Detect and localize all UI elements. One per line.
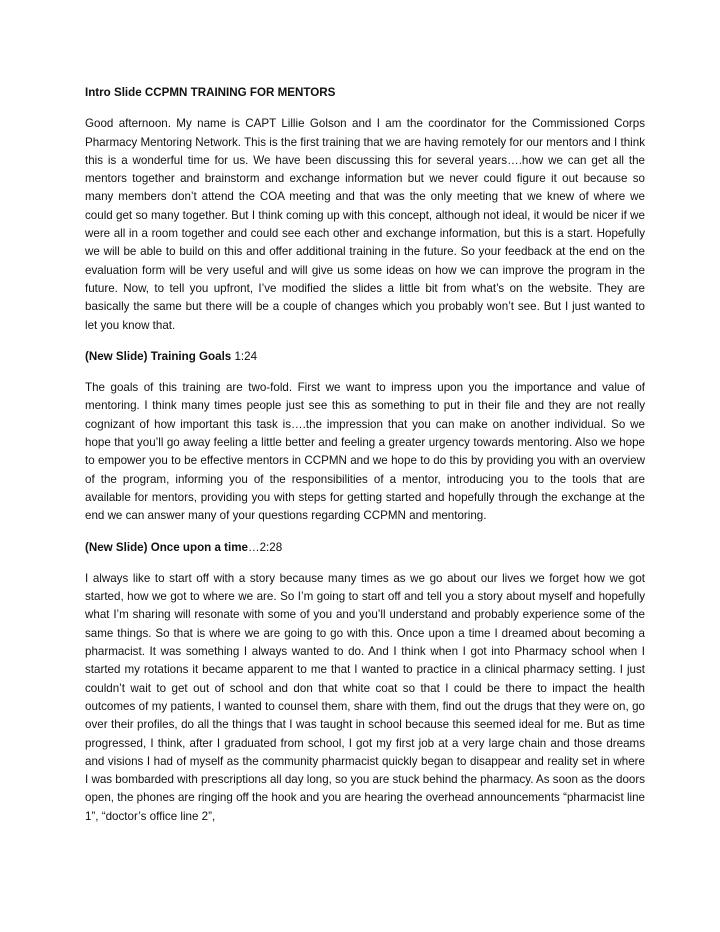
heading-title: (New Slide) Training Goals (85, 349, 232, 363)
heading-timestamp: …2:28 (247, 540, 283, 554)
heading-timestamp: 1:24 (231, 349, 258, 363)
section-heading-training-goals (85, 348, 645, 366)
section-body-once-upon-a-time: I always like to start off with a story because many times as we go about our lives we forget how we got started, how we got to where we are. So I’m going to start off and tell you a story about myself and hopefully what I’m sharing will resonate with some of you and you’ll understand and probably experience some of the same things. So that is where we are going to go with this. Once upon a time I dreamed about becoming a pharmacist. It was something I always wanted to do. And I think when I got into Pharmacy school when I started my rotations it became apparent to me that I wanted to practice in a clinical pharmacy setting. I just couldn’t wait to get out of school and don that white coat so that I could be there to impact the health outcomes of my patients, I wanted to counsel them, share with them, find out the drugs that they were on, go over their profiles, do all the things that I was taught in school because this seemed ideal for me. But as time progressed, I think, after I graduated from school, I got my first job at a very large chain and those dreams and visions I had of myself as the community pharmacist quickly began to disappear and reality set in where I was bombarded with prescriptions all day long, so you are stuck behind the pharmacy. As soon as the doors open, the phones are ringing off the hook and you are hearing the overhead announcements “pharmacist line 1”, “doctor’s office line 2”, (85, 571, 645, 823)
heading-title: Intro Slide CCPMN TRAINING FOR MENTORS (85, 86, 336, 99)
section-body-intro: Good afternoon. My name is CAPT Lillie Golson and I am the coordinator for the Commissioned Corps Pharmacy Mentoring Network. This is the first training that we are having remotely for our mentors and I think this is a wonderful time for us. We have been discussing this for several years….how we can get all the mentors together and brainstorm and exchange information but we never could figure it out because so many members don’t attend the COA meeting and that was the only meeting that we knew of where we could get so many together. But I think coming up with this concept, although not ideal, it would be nicer if we were all in a room together and could see each other and exchange information, but this is a start. Hopefully we will be able to build on this and offer additional training in the future. So your feedback at the end on the evaluation form will be very useful and will give us some ideas on how we can improve the program in the future. Now, to tell you upfront, I’ve modified the slides a little bit from what’s on the website. They are basically the same but there will be a couple of changes which you probably won’t see. But I just wanted to let you know that. (85, 117, 645, 332)
section-heading-once-upon-a-time (85, 539, 645, 557)
heading-title: (New Slide) Once upon a time (85, 540, 248, 554)
section-heading-intro (85, 84, 645, 102)
section-body-training-goals: The goals of this training are two-fold. First we want to impress upon you the importance and value of mentoring. I think many times people just see this as something to put in their file and they are not really cognizant of how important this task is….the impression that you can make on another individual. So we hope that you’ll go away feeling a little better and feeling a greater urgency towards mentoring. Also we hope to empower you to be effective mentors in CCPMN and we hope to do this by providing you with an overview of the program, informing you of the responsibilities of a mentor, introducing you to the tools that are available for mentors, providing you with steps for getting started and hopefully through the exchange at the end we can answer many of your questions regarding CCPMN and mentoring. (85, 381, 645, 523)
document-page (85, 84, 645, 839)
